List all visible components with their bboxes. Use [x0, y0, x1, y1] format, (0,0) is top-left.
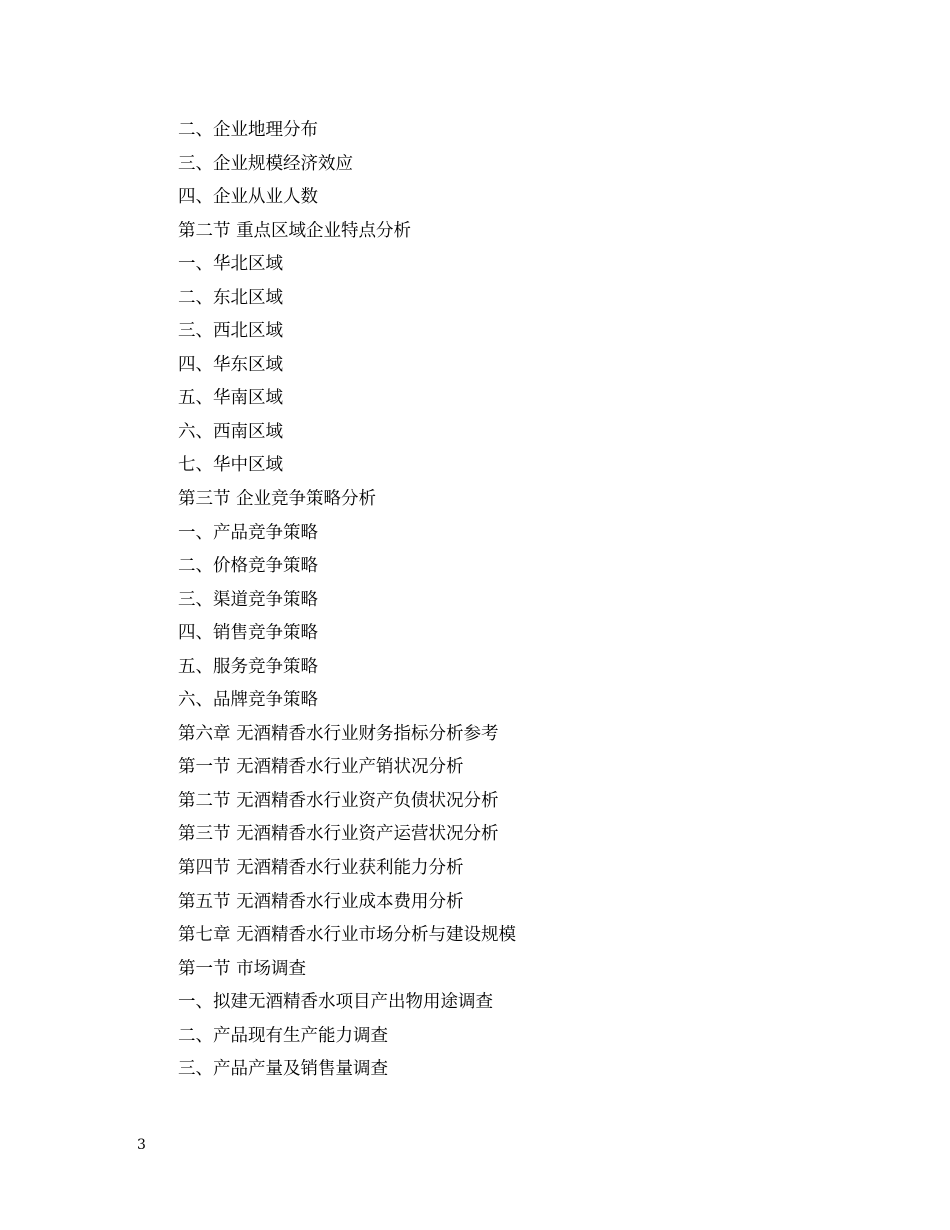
toc-line: 五、服务竞争策略	[178, 656, 318, 677]
toc-chapter-heading: 第六章 无酒精香水行业财务指标分析参考	[178, 723, 499, 744]
toc-section-heading: 第三节 企业竞争策略分析	[178, 489, 377, 510]
toc-section-heading: 第二节 重点区域企业特点分析	[178, 220, 412, 241]
toc-line: 一、华北区域	[178, 254, 283, 275]
toc-section-heading: 第三节 无酒精香水行业资产运营状况分析	[178, 824, 499, 845]
toc-line: 三、渠道竞争策略	[178, 589, 318, 610]
toc-chapter-heading: 第七章 无酒精香水行业市场分析与建设规模	[178, 925, 517, 946]
toc-line: 一、产品竞争策略	[178, 522, 318, 543]
toc-line: 七、华中区域	[178, 455, 283, 476]
toc-section-heading: 第一节 市场调查	[178, 958, 307, 979]
page-number: 3	[137, 1137, 146, 1153]
table-of-contents	[178, 114, 516, 1087]
toc-section-heading: 第二节 无酒精香水行业资产负债状况分析	[178, 790, 499, 811]
toc-line: 二、东北区域	[178, 287, 283, 308]
toc-line: 四、华东区域	[178, 354, 283, 375]
toc-line: 六、西南区域	[178, 421, 283, 442]
toc-section-heading: 第四节 无酒精香水行业获利能力分析	[178, 858, 464, 879]
toc-line: 三、西北区域	[178, 321, 283, 342]
toc-line: 四、销售竞争策略	[178, 623, 318, 644]
toc-section-heading: 第五节 无酒精香水行业成本费用分析	[178, 891, 464, 912]
toc-line: 三、产品产量及销售量调查	[178, 1059, 388, 1080]
toc-line: 四、企业从业人数	[178, 187, 318, 208]
toc-section-heading: 第一节 无酒精香水行业产销状况分析	[178, 757, 464, 778]
toc-line: 六、品牌竞争策略	[178, 690, 318, 711]
toc-line: 五、华南区域	[178, 388, 283, 409]
toc-line: 三、企业规模经济效应	[178, 153, 353, 174]
toc-line: 二、企业地理分布	[178, 120, 318, 140]
toc-line: 一、拟建无酒精香水项目产出物用途调查	[178, 992, 493, 1013]
toc-line: 二、产品现有生产能力调查	[178, 1025, 388, 1046]
toc-line: 二、价格竞争策略	[178, 556, 318, 577]
